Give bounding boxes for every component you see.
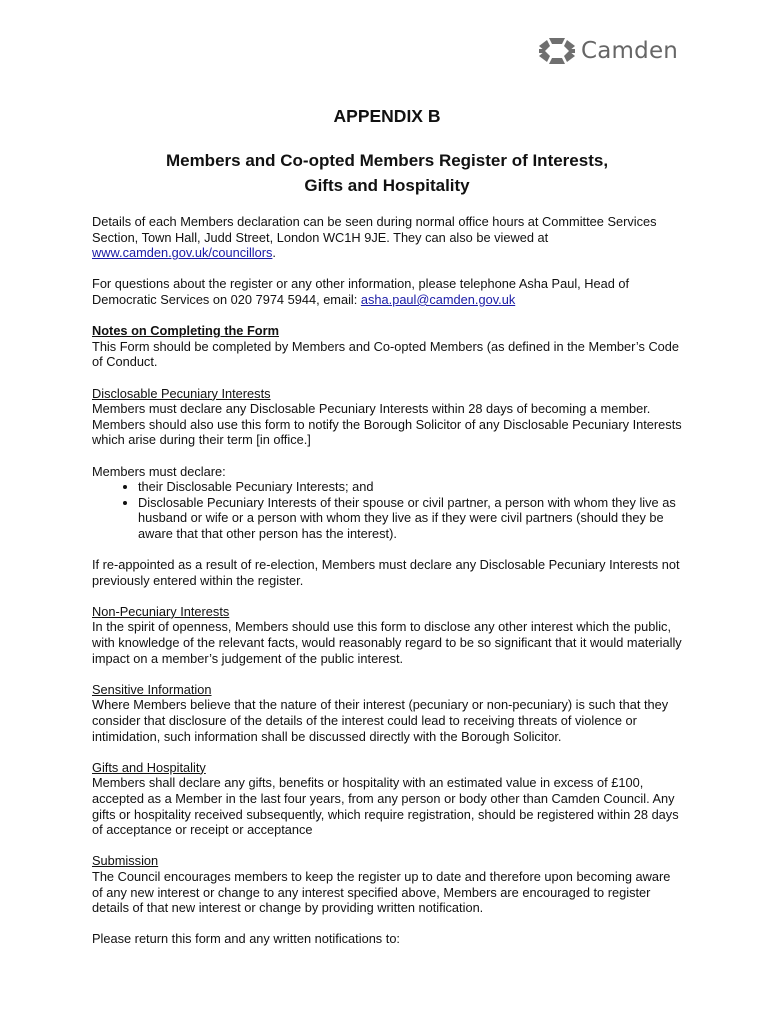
- dpi-text: Members must declare any Disclosable Pecuniary Interests within 28 days of becoming a member. Members should also use this form to notify the Borough Solicitor of any Disclosable Pecuniary Interests which arise during their term [in office.]: [92, 401, 682, 448]
- camden-logo-icon: [537, 36, 577, 66]
- document-body: [92, 104, 682, 947]
- gifts-text: Members shall declare any gifts, benefits or hospitality with an estimated value in excess of £100, accepted as a Member in the last four years, from any person or body other than Camden Council. Any gifts or hospitality received subsequently, which require registration, should be registered within 28 days of acceptance or receipt or acceptance: [92, 775, 679, 838]
- title-line-1: Members and Co-opted Members Register of Interests,: [165, 151, 609, 170]
- gifts-heading: Gifts and Hospitality: [92, 759, 206, 775]
- appendix-heading: APPENDIX B: [333, 106, 441, 126]
- logo-text: Camden: [581, 38, 679, 64]
- notes-text: This Form should be completed by Members and Co-opted Members (as defined in the Member’s Code of Conduct.: [92, 338, 680, 370]
- intro-end: .: [272, 245, 276, 261]
- camden-logo: [537, 36, 678, 66]
- submission-heading: Submission: [92, 853, 159, 869]
- contact-paragraph: [92, 276, 682, 307]
- dpi-heading: Disclosable Pecuniary Interests: [92, 385, 271, 401]
- list-item: • their Disclosable Pecuniary Interests; and: [138, 479, 682, 495]
- list-item: • Disclosable Pecuniary Interests of their spouse or civil partner, a person with whom they live as husband or wife or a person with whom they live as if they were civil partners (should they be aware that that other person has the interest).: [138, 495, 682, 542]
- non-pecuniary-heading: Non-Pecuniary Interests: [92, 603, 230, 619]
- notes-heading: Notes on Completing the Form: [92, 323, 279, 339]
- document-title: [92, 148, 682, 198]
- title-line-2: Gifts and Hospitality: [304, 176, 470, 195]
- non-pecuniary-text: In the spirit of openness, Members should use this form to disclose any other interest which the public, with knowledge of the relevant facts, would reasonably regard to be so significant that it would materially impact on a member’s judgement of the public interest.: [92, 619, 682, 666]
- submission-text: The Council encourages members to keep the register up to date and therefore upon becoming aware of any new interest or change to any interest specified above, Members are encouraged to register details of that new interest or change by providing written notification.: [92, 868, 671, 916]
- declare-intro: Members must declare:: [92, 463, 226, 479]
- intro-paragraph: [92, 214, 682, 261]
- sensitive-heading: Sensitive Information: [92, 681, 212, 697]
- intro-text: Details of each Members declaration can be seen during normal office hours at Committee Services Section, Town Hall, Judd Street, London WC1H 9JE. They can also be viewed at: [92, 214, 657, 245]
- reappointed-text: If re-appointed as a result of re-election, Members must declare any Disclosable Pecuniary Interests not previously entered within the register.: [92, 557, 680, 588]
- sensitive-text: Where Members believe that the nature of their interest (pecuniary or non-pecuniary) is such that they consider that disclosure of the details of the interest could lead to receiving threats of violence or intimidation, such information shall be discussed directly with the Borough Solicitor.: [92, 697, 669, 744]
- email-link[interactable]: asha.paul@camden.gov.uk: [360, 291, 516, 307]
- return-text: Please return this form and any written notifications to:: [92, 931, 400, 947]
- councillors-link[interactable]: www.camden.gov.uk/councillors: [92, 245, 273, 261]
- contact-text: For questions about the register or any other information, please telephone Asha Paul, Head of Democratic Services on 020 7974 5944, email:: [92, 276, 630, 307]
- declare-list: [92, 479, 682, 541]
